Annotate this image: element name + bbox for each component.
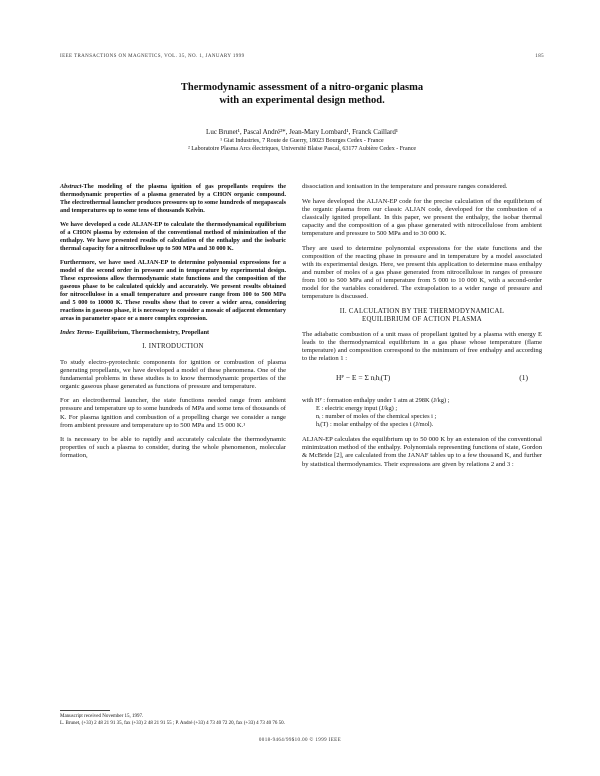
equation-definitions — [302, 397, 542, 429]
affiliation-2: ² Laboratoire Plasma Arcs électriques, Université Blaise Pascal, 63177 Aubière Cedex - France — [187, 146, 417, 152]
intro-paragraph-2: For an electrothermal launcher, the state functions needed range from ambient pressure and temperature up to some hundreds of MPa and some tens of thousands of K. For plasma ignition and combustion of a propelling charge we consider a range from ambient pressure and temperature up to 500 MPa and 15 000 K.¹ — [60, 397, 286, 429]
equation-number: (1) — [519, 373, 528, 383]
running-header — [60, 54, 544, 59]
definition-intro: with Hᴾ : formation enthalpy under 1 atm at 298K (J/kg) ; — [302, 397, 450, 405]
author-names: Luc Brunet¹, Pascal André²*, Jean-Mary Lombard¹, Franck Caillard¹ — [206, 128, 398, 136]
equation-1 — [302, 371, 542, 387]
footnotes — [60, 714, 286, 727]
right-paragraph-0: dissociation and ionisation in the temperature and pressure ranges considered. — [302, 183, 508, 190]
index-terms-label: Index Terms- — [60, 329, 94, 336]
copyright-footer: 0018-9464/99$10.00 © 1999 IEEE — [258, 738, 342, 743]
affiliation-1: ¹ Giat Industries, 7 Route de Guerry, 18023 Bourges Cedex - France — [220, 138, 384, 144]
section-heading-line-2: EQUILIBRIUM OF ACTION PLASMA — [362, 315, 482, 323]
title-line-1: Thermodynamic assessment of a nitro-organic plasma — [180, 82, 424, 93]
definition-item: hᵢ(T) : molar enthalpy of the species i (J/mol). — [316, 421, 434, 429]
abstract-label: Abstract- — [60, 183, 84, 190]
section-heading-calculation — [302, 308, 542, 324]
page-number: 185 — [535, 54, 544, 59]
running-head-text: IEEE TRANSACTIONS ON MAGNETICS, VOL. 35, NO. 1, JANUARY 1999 — [60, 54, 245, 59]
calc-paragraph-1: The adiabatic combustion of a unit mass of propellant ignited by a plasma with energy E leads to the thermodynamical equilibrium in a gas phase whose temperature (flame temperature) and composition correspond to the minimum of free enthalpy and according to the relation 1 : — [302, 330, 542, 363]
intro-paragraph-3: It is necessary to be able to rapidly and accurately calculate the thermodynamic properties of such a plasma to consider, during the whole phenomenon, molecular formation, — [60, 436, 286, 460]
title-line-2: with an experimental design method. — [219, 95, 385, 106]
footnote-divider — [60, 710, 110, 711]
abstract-paragraph-3: Furthermore, we have used ALJAN-EP to determine polynomial expressions for a model of the second order in pressure and in temperature by experimental design. These expressions allow thermodynamic state functions and the composition of the gaseous phase to be calculated quickly and accurately. We present results obtained for nitrocellulose in a small temperature and pressure range from 100 to 500 MPa and 5 000 to 10000 K. These results show that to cover a wider area, considering reactions in gaseous phase, it is necessary to consider a mosaic of adjacent elementary areas in parameter space or a more complex expression. — [60, 259, 286, 322]
author-block — [60, 128, 544, 153]
intro-paragraph-1: To study electro-pyrotechnic components for ignition or combustion of plasma generating propellants, we have developed a model of these phenomena. One of the fundamental problems in these studies is to know thermodynamic properties of the organic gaseous phase generated as functions of pressure and temperature. — [60, 358, 286, 390]
footnote-contact: L. Brunet, (+33) 2 48 21 91 35, fax (+33) 2 48 21 91 55 ; P. André (+33) 4 73 40 72 20, fax (+33) 4 73 40 76 50. — [60, 720, 285, 726]
index-terms — [60, 329, 286, 337]
abstract-text-1: The modeling of the plasma ignition of gas propellants requires the thermodynamic properties of a plasma generated by a CHON organic compound. The electrothermal launcher produces pressures up to some hundreds of megapascals and temperatures up to some tens of thousands Kelvin. — [60, 183, 286, 214]
abstract-paragraph-2: We have developed a code ALJAN-EP to calculate the thermodynamical equilibrium of a CHON plasma by extension of the conventional method of minimization of the enthalpy. We have presented results of calculation of the enthalpy and the isobaric thermal capacity for a nitrocellulose up to 500 MPa and 30 000 K. — [60, 221, 286, 252]
definition-item: E : electric energy input (J/kg) ; — [316, 405, 398, 413]
left-column — [60, 183, 286, 467]
paper-title — [60, 81, 544, 107]
section-heading-introduction: I. INTRODUCTION — [142, 343, 204, 351]
footnote-received: Manuscript received November 15, 1997. — [60, 714, 144, 719]
right-paragraph-2: They are used to determine polynomial expressions for the state functions and the composition of the reacting phase in pressure and in temperature by a model associated with its experimental design. Here, we present this application to determine mass enthalpy and number of moles of a gas phase generated from nitrocellulose in ranges of pressure from 100 to 500 MPa and of temperature from 5 000 to 10 000 K, with a second-order model for the variables considered. The extrapolation to a wider range of pressure and temperature is discussed. — [302, 244, 542, 301]
right-column — [302, 183, 542, 475]
abstract-paragraph-1 — [60, 183, 286, 215]
right-paragraph-1: We have developed the ALJAN-EP code for the precise calculation of the equilibrium of the organic plasma from our classic ALJAN code, developed for the combustion of a classically ignited propellant. In this paper, we present the enthalpy, the isobar thermal capacity and the composition of a gas phase generated with nitrocellulose from ambient temperature and pressure to 500 MPa and to 30 000 K. — [302, 197, 542, 237]
abstract — [60, 183, 286, 337]
section-heading-line-1: II. CALCULATION BY THE THERMODYNAMICAL — [339, 307, 505, 315]
index-terms-text: Equilibrium, Thermochemistry, Propellant — [93, 329, 210, 336]
definition-item: nᵢ : number of moles of the chemical species i ; — [316, 413, 437, 421]
calc-paragraph-2: ALJAN-EP calculates the equilibrium up to 50 000 K by an extension of the conventional minimization method of the enthalpy. Polynomials representing functions of state, Gordon & McBride [2], are calculated from the JANAF tables up to a few thousand K, and further by statistical thermodynamics. Their expressions are given by relations 2 and 3 : — [302, 436, 542, 468]
equation-formula: Hᴾ − E = Σ nᵢhᵢ(T) — [336, 373, 391, 383]
